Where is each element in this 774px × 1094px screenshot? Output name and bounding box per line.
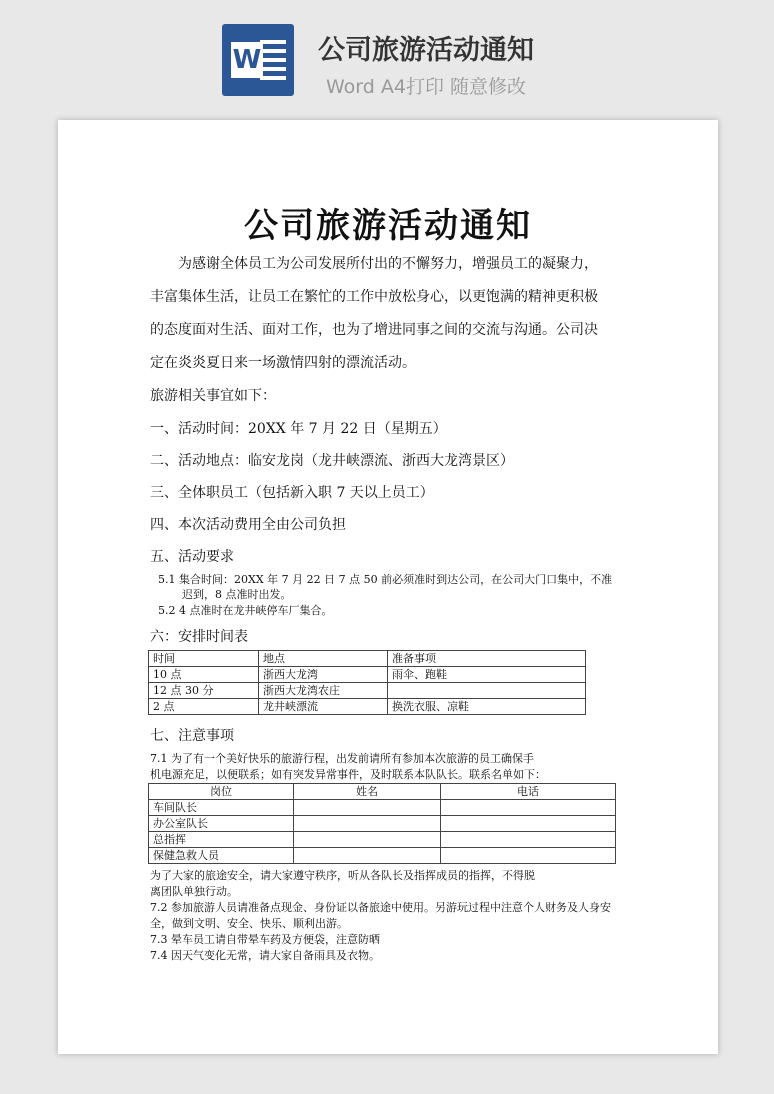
table-row: [149, 683, 586, 699]
table-cell: [388, 683, 586, 699]
table-row: [149, 832, 616, 848]
table-cell: [441, 800, 616, 816]
table-row: [149, 800, 616, 816]
table-cell: 10 点: [149, 667, 259, 683]
table-row: [149, 816, 616, 832]
item-time: 一、活动时间：20XX 年 7 月 22 日（星期五）: [150, 421, 447, 437]
table-cell: 12 点 30 分: [149, 683, 259, 699]
table-row: [149, 848, 616, 864]
intro-line: 定在炎炎夏日来一场激情四射的漂流活动。: [150, 355, 416, 371]
table-cell: 准备事项: [388, 651, 586, 667]
note-3: 7.3 晕车员工请自带晕车药及方便袋，注意防晒: [150, 933, 380, 946]
table-cell: 总指挥: [149, 832, 294, 848]
table-cell: 时间: [149, 651, 259, 667]
table-cell: 龙井峡漂流: [259, 699, 388, 715]
requirement-2: 5.2 4 点准时在龙井峡停车厂集合。: [158, 604, 333, 617]
table-row: [149, 667, 586, 683]
table-cell: 车间队长: [149, 800, 294, 816]
table-row: [149, 651, 586, 667]
note-1-line: 为了大家的旅途安全，请大家遵守秩序，听从各队长及指挥成员的指挥，不得脱: [150, 869, 535, 882]
table-cell: [294, 848, 441, 864]
table-cell: 电话: [441, 784, 616, 800]
table-cell: [294, 816, 441, 832]
requirement-1: 5.1 集合时间：20XX 年 7 月 22 日 7 点 50 前必须准时到达公司，在公司大门口集中，不准: [158, 573, 613, 586]
document-page: [58, 120, 718, 1054]
notes-heading: 七、注意事项: [150, 728, 234, 744]
note-1-line: 机电源充足，以便联系；如有突发异常事件，及时联系本队队长。联系名单如下：: [150, 768, 546, 781]
note-4: 7.4 因天气变化无常，请大家自备雨具及衣物。: [150, 949, 380, 962]
lead-text: 旅游相关事宜如下：: [150, 388, 276, 404]
table-cell: 换洗衣服、凉鞋: [388, 699, 586, 715]
document-title: 公司旅游活动通知: [244, 206, 532, 246]
table-cell: 雨伞、跑鞋: [388, 667, 586, 683]
note-2-line: 全，做到文明、安全、快乐、顺利出游。: [150, 917, 348, 930]
table-cell: [441, 832, 616, 848]
table-cell: 浙西大龙湾: [259, 667, 388, 683]
table-cell: 办公室队长: [149, 816, 294, 832]
item-requirements: 五、活动要求: [150, 549, 234, 565]
requirement-1-cont: 迟到，8 点准时出发。: [182, 588, 292, 601]
table-cell: 地点: [259, 651, 388, 667]
table-cell: 保健急救人员: [149, 848, 294, 864]
banner-subtitle: Word A4打印 随意修改: [326, 76, 527, 98]
table-cell: [441, 848, 616, 864]
table-cell: [441, 816, 616, 832]
word-icon: [222, 24, 294, 96]
word-icon-letter: W: [231, 42, 263, 78]
table-cell: [294, 832, 441, 848]
table-cell: 姓名: [294, 784, 441, 800]
item-location: 二、活动地点：临安龙岗（龙井峡漂流、浙西大龙湾景区）: [150, 453, 514, 469]
item-cost: 四、本次活动费用全由公司负担: [150, 517, 346, 533]
banner: [0, 0, 774, 118]
schedule-table: [148, 650, 586, 715]
intro-line: 为感谢全体员工为公司发展所付出的不懈努力，增强员工的凝聚力，: [178, 256, 598, 272]
contacts-table: [148, 783, 616, 864]
table-row: [149, 784, 616, 800]
note-1-line: 离团队单独行动。: [150, 885, 238, 898]
table-cell: [294, 800, 441, 816]
intro-line: 的态度面对生活、面对工作，也为了增进同事之间的交流与沟通。公司决: [150, 322, 598, 338]
banner-title: 公司旅游活动通知: [318, 35, 534, 66]
table-row: [149, 699, 586, 715]
item-participants: 三、全体职员工（包括新入职 7 天以上员工）: [150, 485, 434, 501]
intro-paragraph: [150, 248, 640, 380]
table-cell: 浙西大龙湾农庄: [259, 683, 388, 699]
table-cell: 2 点: [149, 699, 259, 715]
schedule-heading: 六：安排时间表: [150, 629, 248, 645]
note-2-line: 7.2 参加旅游人员请准备点现金、身份证以备旅途中使用。另游玩过程中注意个人财务及人身安: [150, 901, 611, 914]
note-1-line: 7.1 为了有一个美好快乐的旅游行程，出发前请所有参加本次旅游的员工确保手: [150, 752, 534, 765]
intro-line: 丰富集体生活，让员工在繁忙的工作中放松身心，以更饱满的精神更积极: [150, 289, 598, 305]
table-cell: 岗位: [149, 784, 294, 800]
